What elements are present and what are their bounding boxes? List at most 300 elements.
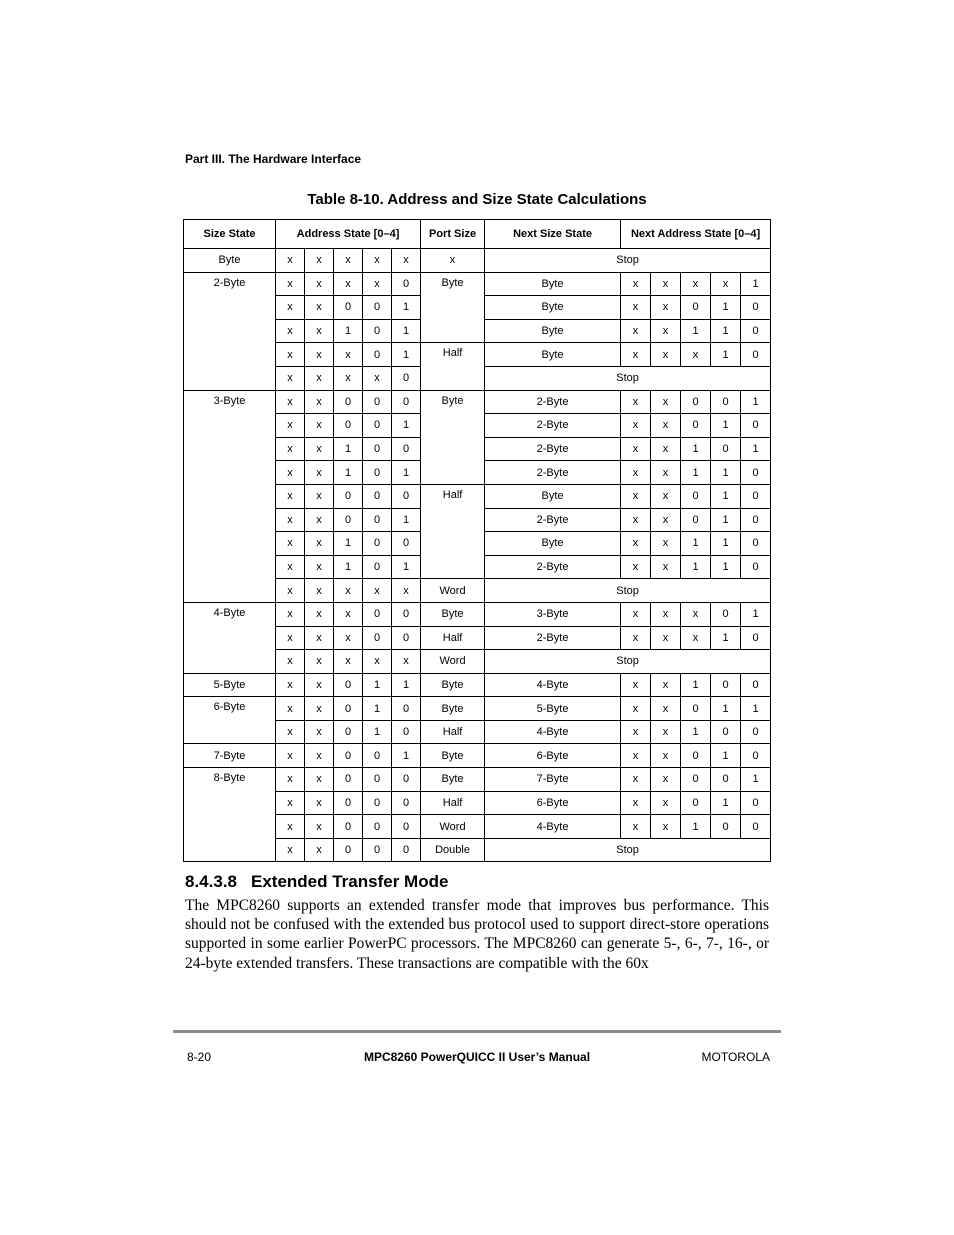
port-size-cell: Byte [421, 390, 485, 484]
address-bit-cell: x [276, 343, 305, 367]
address-bit-cell: 0 [363, 390, 392, 414]
next-address-bit-cell: 0 [711, 768, 741, 792]
address-bit-cell: 1 [392, 296, 421, 320]
next-address-bit-cell: x [651, 319, 681, 343]
next-address-bit-cell: x [681, 626, 711, 650]
next-address-bit-cell: 0 [741, 319, 771, 343]
next-address-bit-cell: x [621, 555, 651, 579]
address-bit-cell: 0 [392, 532, 421, 556]
address-bit-cell: x [305, 602, 334, 626]
address-bit-cell: x [392, 650, 421, 674]
next-address-bit-cell: 0 [741, 791, 771, 815]
address-bit-cell: x [392, 579, 421, 603]
address-bit-cell: 0 [363, 461, 392, 485]
next-address-bit-cell: x [681, 343, 711, 367]
address-bit-cell: x [276, 697, 305, 721]
header-address-state: Address State [0–4] [276, 220, 421, 249]
address-bit-cell: x [305, 484, 334, 508]
next-address-bit-cell: x [621, 815, 651, 839]
port-size-cell: Double [421, 838, 485, 862]
next-address-bit-cell: 0 [681, 296, 711, 320]
table-row [184, 697, 771, 721]
stop-cell: Stop [485, 579, 771, 603]
address-bit-cell: 1 [334, 555, 363, 579]
address-bit-cell: 1 [392, 744, 421, 768]
section-title: Extended Transfer Mode [251, 872, 449, 891]
port-size-cell: Word [421, 650, 485, 674]
next-address-bit-cell: x [651, 272, 681, 296]
address-bit-cell: x [276, 296, 305, 320]
address-bit-cell: 1 [334, 461, 363, 485]
running-header: Part III. The Hardware Interface [185, 152, 362, 166]
next-size-state-cell: Byte [485, 532, 621, 556]
next-address-bit-cell: x [621, 626, 651, 650]
next-address-bit-cell: x [651, 791, 681, 815]
address-bit-cell: 0 [363, 744, 392, 768]
next-address-bit-cell: x [621, 697, 651, 721]
next-address-bit-cell: 1 [681, 437, 711, 461]
next-address-bit-cell: 1 [711, 791, 741, 815]
next-address-bit-cell: x [621, 791, 651, 815]
size-state-cell: 3-Byte [184, 390, 276, 602]
address-bit-cell: x [305, 366, 334, 390]
next-size-state-cell: Byte [485, 272, 621, 296]
address-bit-cell: x [305, 319, 334, 343]
address-bit-cell: x [334, 579, 363, 603]
address-bit-cell: x [276, 272, 305, 296]
next-address-bit-cell: 0 [741, 815, 771, 839]
next-address-bit-cell: 0 [711, 602, 741, 626]
next-address-bit-cell: x [651, 461, 681, 485]
address-bit-cell: x [305, 650, 334, 674]
address-bit-cell: x [305, 414, 334, 438]
address-bit-cell: x [276, 626, 305, 650]
port-size-cell: Byte [421, 272, 485, 343]
address-bit-cell: x [276, 508, 305, 532]
next-address-bit-cell: 1 [711, 626, 741, 650]
stop-cell: Stop [485, 650, 771, 674]
section-body-text: The MPC8260 supports an extended transfer mode that improves bus performance. This should not be confused with the extended bus protocol used to support direct-store operations supported in some earlier PowerPC processors. The MPC8260 can generate 5-, 6-, 7-, 16-, or 24-byte extended transfers. These transactions are compatible with the 60x [185, 897, 769, 972]
address-bit-cell: 0 [392, 815, 421, 839]
address-bit-cell: x [276, 532, 305, 556]
next-address-bit-cell: x [651, 697, 681, 721]
address-bit-cell: 0 [334, 768, 363, 792]
next-address-bit-cell: 0 [741, 555, 771, 579]
address-bit-cell: x [276, 838, 305, 862]
address-bit-cell: x [305, 461, 334, 485]
next-address-bit-cell: 0 [681, 744, 711, 768]
address-bit-cell: 0 [334, 838, 363, 862]
address-bit-cell: 1 [363, 697, 392, 721]
next-address-bit-cell: 0 [741, 484, 771, 508]
next-address-bit-cell: 0 [741, 673, 771, 697]
next-address-bit-cell: 0 [741, 461, 771, 485]
next-address-bit-cell: x [651, 815, 681, 839]
address-bit-cell: 1 [392, 673, 421, 697]
port-size-cell: Half [421, 626, 485, 650]
next-address-bit-cell: x [651, 437, 681, 461]
table-row [184, 390, 771, 414]
size-state-cell: 7-Byte [184, 744, 276, 768]
next-address-bit-cell: x [621, 508, 651, 532]
address-bit-cell: 0 [363, 791, 392, 815]
address-bit-cell: 1 [392, 508, 421, 532]
footer-rule [173, 1030, 781, 1033]
address-bit-cell: x [305, 343, 334, 367]
next-size-state-cell: 2-Byte [485, 414, 621, 438]
address-bit-cell: x [276, 366, 305, 390]
address-bit-cell: 1 [392, 414, 421, 438]
next-address-bit-cell: x [621, 484, 651, 508]
address-bit-cell: x [334, 626, 363, 650]
address-bit-cell: x [334, 249, 363, 273]
next-size-state-cell: 2-Byte [485, 437, 621, 461]
address-bit-cell: 0 [363, 484, 392, 508]
next-address-bit-cell: 1 [711, 508, 741, 532]
next-size-state-cell: 6-Byte [485, 791, 621, 815]
footer-brand: MOTOROLA [701, 1050, 770, 1064]
next-address-bit-cell: 0 [681, 484, 711, 508]
next-address-bit-cell: 1 [711, 414, 741, 438]
address-bit-cell: x [305, 697, 334, 721]
next-address-bit-cell: x [651, 602, 681, 626]
size-state-cell: 6-Byte [184, 697, 276, 744]
address-bit-cell: 0 [334, 673, 363, 697]
next-address-bit-cell: 0 [741, 414, 771, 438]
stop-cell: Stop [485, 249, 771, 273]
address-bit-cell: x [305, 768, 334, 792]
next-address-bit-cell: x [651, 414, 681, 438]
address-bit-cell: 0 [334, 815, 363, 839]
header-next-address-state: Next Address State [0–4] [621, 220, 771, 249]
next-size-state-cell: 3-Byte [485, 602, 621, 626]
address-bit-cell: x [334, 650, 363, 674]
next-address-bit-cell: x [621, 272, 651, 296]
address-bit-cell: x [305, 579, 334, 603]
next-size-state-cell: 5-Byte [485, 697, 621, 721]
next-address-bit-cell: 0 [711, 720, 741, 744]
address-bit-cell: 0 [363, 838, 392, 862]
section-number: 8.4.3.8 [185, 872, 237, 891]
header-size-state: Size State [184, 220, 276, 249]
next-address-bit-cell: 0 [711, 437, 741, 461]
address-bit-cell: x [276, 744, 305, 768]
next-address-bit-cell: 0 [681, 791, 711, 815]
next-address-bit-cell: 0 [681, 414, 711, 438]
address-bit-cell: 1 [363, 720, 392, 744]
address-bit-cell: x [276, 815, 305, 839]
footer-manual-title: MPC8260 PowerQUICC II User’s Manual [363, 1050, 591, 1064]
address-bit-cell: 1 [392, 461, 421, 485]
address-bit-cell: 0 [392, 626, 421, 650]
table-header-row [184, 220, 771, 249]
next-address-bit-cell: 0 [681, 697, 711, 721]
address-bit-cell: x [363, 249, 392, 273]
address-bit-cell: x [334, 343, 363, 367]
port-size-cell: Half [421, 484, 485, 578]
address-bit-cell: 0 [363, 296, 392, 320]
next-address-bit-cell: x [621, 720, 651, 744]
next-address-bit-cell: 1 [741, 390, 771, 414]
next-address-bit-cell: 1 [681, 673, 711, 697]
address-bit-cell: 0 [363, 768, 392, 792]
next-address-bit-cell: x [651, 768, 681, 792]
next-address-bit-cell: x [621, 414, 651, 438]
next-address-bit-cell: 0 [681, 768, 711, 792]
table-body [184, 249, 771, 862]
next-address-bit-cell: 1 [741, 602, 771, 626]
table-row [184, 744, 771, 768]
port-size-cell: Byte [421, 602, 485, 626]
address-bit-cell: 0 [334, 390, 363, 414]
next-address-bit-cell: 1 [711, 484, 741, 508]
address-bit-cell: 1 [363, 673, 392, 697]
address-bit-cell: 0 [392, 272, 421, 296]
next-address-bit-cell: x [621, 343, 651, 367]
next-address-bit-cell: 1 [711, 319, 741, 343]
address-bit-cell: 0 [334, 720, 363, 744]
next-address-bit-cell: x [621, 744, 651, 768]
address-bit-cell: 0 [392, 697, 421, 721]
section-heading [185, 872, 448, 892]
address-bit-cell: 0 [334, 508, 363, 532]
stop-cell: Stop [485, 838, 771, 862]
next-address-bit-cell: 1 [681, 555, 711, 579]
address-bit-cell: x [305, 437, 334, 461]
next-address-bit-cell: 1 [711, 555, 741, 579]
next-address-bit-cell: x [651, 484, 681, 508]
next-address-bit-cell: 1 [741, 768, 771, 792]
next-address-bit-cell: 0 [711, 673, 741, 697]
next-address-bit-cell: x [621, 673, 651, 697]
address-bit-cell: x [276, 768, 305, 792]
address-bit-cell: 0 [363, 414, 392, 438]
address-bit-cell: x [334, 602, 363, 626]
table-row [184, 768, 771, 792]
address-bit-cell: 0 [334, 744, 363, 768]
address-bit-cell: 0 [392, 390, 421, 414]
address-bit-cell: 0 [392, 768, 421, 792]
next-size-state-cell: 4-Byte [485, 720, 621, 744]
port-size-cell: Word [421, 815, 485, 839]
address-bit-cell: x [276, 414, 305, 438]
next-address-bit-cell: 1 [711, 744, 741, 768]
next-address-bit-cell: 1 [681, 815, 711, 839]
next-address-bit-cell: x [681, 272, 711, 296]
address-bit-cell: x [276, 555, 305, 579]
port-size-cell: Half [421, 343, 485, 390]
next-address-bit-cell: 1 [711, 697, 741, 721]
address-bit-cell: x [276, 720, 305, 744]
header-port-size: Port Size [421, 220, 485, 249]
address-bit-cell: x [305, 744, 334, 768]
stop-cell: Stop [485, 366, 771, 390]
address-bit-cell: x [305, 296, 334, 320]
address-size-state-table [183, 219, 771, 862]
address-bit-cell: x [276, 602, 305, 626]
address-bit-cell: 0 [334, 697, 363, 721]
address-bit-cell: x [392, 249, 421, 273]
next-address-bit-cell: x [621, 602, 651, 626]
address-bit-cell: x [334, 272, 363, 296]
next-address-bit-cell: 0 [681, 390, 711, 414]
address-bit-cell: x [305, 720, 334, 744]
port-size-cell: Byte [421, 697, 485, 721]
next-address-bit-cell: x [621, 319, 651, 343]
address-bit-cell: x [363, 650, 392, 674]
next-address-bit-cell: 1 [681, 461, 711, 485]
address-bit-cell: x [305, 532, 334, 556]
address-bit-cell: 0 [363, 319, 392, 343]
address-bit-cell: 0 [392, 602, 421, 626]
address-bit-cell: 1 [334, 437, 363, 461]
address-bit-cell: x [334, 366, 363, 390]
next-address-bit-cell: x [651, 673, 681, 697]
address-bit-cell: x [305, 249, 334, 273]
next-size-state-cell: Byte [485, 343, 621, 367]
next-address-bit-cell: 1 [711, 343, 741, 367]
port-size-cell: Half [421, 720, 485, 744]
address-bit-cell: x [305, 626, 334, 650]
next-size-state-cell: Byte [485, 296, 621, 320]
address-bit-cell: 0 [363, 626, 392, 650]
address-bit-cell: 0 [363, 602, 392, 626]
address-bit-cell: 0 [392, 838, 421, 862]
next-size-state-cell: 4-Byte [485, 815, 621, 839]
next-address-bit-cell: 1 [741, 272, 771, 296]
address-bit-cell: x [276, 673, 305, 697]
next-size-state-cell: 2-Byte [485, 508, 621, 532]
next-address-bit-cell: x [651, 744, 681, 768]
next-size-state-cell: 4-Byte [485, 673, 621, 697]
next-address-bit-cell: 1 [681, 532, 711, 556]
port-size-cell: Byte [421, 744, 485, 768]
next-address-bit-cell: 1 [681, 319, 711, 343]
next-address-bit-cell: x [711, 272, 741, 296]
address-bit-cell: x [305, 272, 334, 296]
address-bit-cell: 0 [363, 815, 392, 839]
address-bit-cell: 1 [334, 532, 363, 556]
table-row [184, 602, 771, 626]
size-state-cell: 5-Byte [184, 673, 276, 697]
next-address-bit-cell: x [651, 343, 681, 367]
next-size-state-cell: 7-Byte [485, 768, 621, 792]
address-bit-cell: x [276, 791, 305, 815]
port-size-cell: Half [421, 791, 485, 815]
next-address-bit-cell: 1 [711, 461, 741, 485]
port-size-cell: Byte [421, 673, 485, 697]
next-address-bit-cell: x [621, 437, 651, 461]
address-bit-cell: 0 [392, 484, 421, 508]
address-bit-cell: 0 [392, 720, 421, 744]
size-state-cell: 8-Byte [184, 768, 276, 862]
next-address-bit-cell: 0 [741, 744, 771, 768]
address-bit-cell: x [276, 579, 305, 603]
next-address-bit-cell: x [621, 461, 651, 485]
address-bit-cell: x [276, 461, 305, 485]
next-size-state-cell: Byte [485, 484, 621, 508]
next-address-bit-cell: 0 [741, 296, 771, 320]
next-size-state-cell: 2-Byte [485, 626, 621, 650]
address-bit-cell: 0 [363, 437, 392, 461]
address-bit-cell: 0 [363, 555, 392, 579]
address-bit-cell: 0 [334, 484, 363, 508]
next-address-bit-cell: 0 [741, 720, 771, 744]
next-address-bit-cell: x [681, 602, 711, 626]
address-bit-cell: 0 [363, 508, 392, 532]
footer-page-number: 8-20 [187, 1050, 212, 1064]
next-address-bit-cell: 1 [681, 720, 711, 744]
next-address-bit-cell: 0 [741, 343, 771, 367]
port-size-cell: Byte [421, 768, 485, 792]
address-bit-cell: 1 [392, 319, 421, 343]
table-row [184, 249, 771, 273]
address-bit-cell: x [276, 249, 305, 273]
next-address-bit-cell: 1 [741, 697, 771, 721]
next-address-bit-cell: x [621, 532, 651, 556]
address-bit-cell: x [305, 815, 334, 839]
next-address-bit-cell: 0 [711, 815, 741, 839]
address-bit-cell: x [305, 838, 334, 862]
next-address-bit-cell: 1 [741, 437, 771, 461]
next-address-bit-cell: x [621, 390, 651, 414]
address-bit-cell: 0 [392, 366, 421, 390]
address-bit-cell: 0 [392, 791, 421, 815]
address-bit-cell: 0 [363, 343, 392, 367]
address-bit-cell: 1 [334, 319, 363, 343]
address-bit-cell: x [276, 319, 305, 343]
address-bit-cell: x [305, 673, 334, 697]
address-bit-cell: 0 [363, 532, 392, 556]
address-bit-cell: x [276, 437, 305, 461]
address-bit-cell: x [276, 390, 305, 414]
address-bit-cell: 1 [392, 343, 421, 367]
next-address-bit-cell: 0 [741, 532, 771, 556]
size-state-cell: 4-Byte [184, 602, 276, 673]
next-size-state-cell: 2-Byte [485, 555, 621, 579]
table-row [184, 272, 771, 296]
table-caption: Table 8-10. Address and Size State Calculations [307, 191, 647, 208]
address-bit-cell: x [276, 650, 305, 674]
address-bit-cell: x [363, 579, 392, 603]
address-bit-cell: 0 [334, 296, 363, 320]
next-size-state-cell: 2-Byte [485, 461, 621, 485]
next-address-bit-cell: x [621, 296, 651, 320]
address-bit-cell: 0 [334, 414, 363, 438]
next-address-bit-cell: x [651, 555, 681, 579]
next-size-state-cell: Byte [485, 319, 621, 343]
next-address-bit-cell: 0 [741, 508, 771, 532]
address-bit-cell: x [363, 366, 392, 390]
port-size-cell: Word [421, 579, 485, 603]
next-size-state-cell: 2-Byte [485, 390, 621, 414]
address-bit-cell: x [305, 508, 334, 532]
address-bit-cell: 0 [334, 791, 363, 815]
address-bit-cell: 1 [392, 555, 421, 579]
next-address-bit-cell: x [651, 390, 681, 414]
size-state-cell: 2-Byte [184, 272, 276, 390]
next-address-bit-cell: x [651, 508, 681, 532]
next-address-bit-cell: 0 [681, 508, 711, 532]
next-address-bit-cell: 1 [711, 296, 741, 320]
next-address-bit-cell: x [621, 768, 651, 792]
size-state-cell: Byte [184, 249, 276, 273]
next-address-bit-cell: x [651, 296, 681, 320]
address-bit-cell: x [305, 555, 334, 579]
port-size-cell: x [421, 249, 485, 273]
next-address-bit-cell: x [651, 626, 681, 650]
address-bit-cell: x [305, 390, 334, 414]
